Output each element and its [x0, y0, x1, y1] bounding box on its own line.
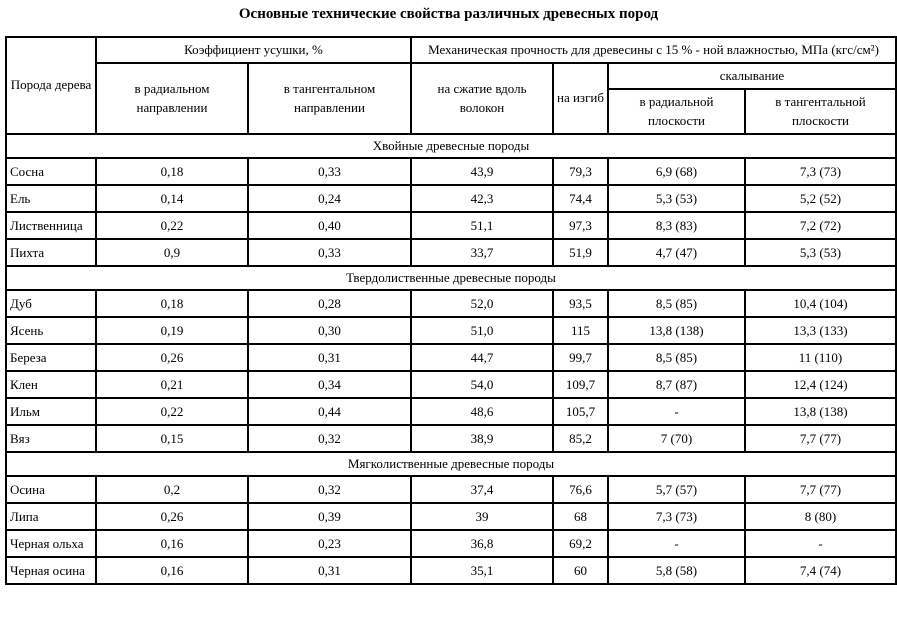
value-cell: 7,7 (77)	[745, 425, 896, 452]
value-cell: 36,8	[411, 530, 553, 557]
value-cell: 0,30	[248, 317, 411, 344]
col-header-radial-direction: в радиальном направлении	[96, 63, 248, 134]
value-cell: 0,23	[248, 530, 411, 557]
header-row-2	[6, 63, 896, 89]
table-row	[6, 158, 896, 185]
value-cell: 0,33	[248, 239, 411, 266]
value-cell: 0,32	[248, 476, 411, 503]
value-cell: 38,9	[411, 425, 553, 452]
value-cell: 0,16	[96, 530, 248, 557]
species-name: Лиственница	[6, 212, 96, 239]
value-cell: 39	[411, 503, 553, 530]
value-cell: 13,8 (138)	[745, 398, 896, 425]
value-cell: 85,2	[553, 425, 608, 452]
table-header	[6, 37, 896, 134]
col-header-tangential-direction: в тангентальном направлении	[248, 63, 411, 134]
species-name: Вяз	[6, 425, 96, 452]
value-cell: 105,7	[553, 398, 608, 425]
value-cell: 7 (70)	[608, 425, 745, 452]
value-cell: 52,0	[411, 290, 553, 317]
species-name: Ясень	[6, 317, 96, 344]
value-cell: 5,8 (58)	[608, 557, 745, 584]
value-cell: 4,7 (47)	[608, 239, 745, 266]
value-cell: 79,3	[553, 158, 608, 185]
table-row	[6, 212, 896, 239]
col-header-radial-plane: в радиальной плоскости	[608, 89, 745, 134]
table-row	[6, 371, 896, 398]
table-row	[6, 476, 896, 503]
value-cell: 11 (110)	[745, 344, 896, 371]
table-row	[6, 239, 896, 266]
species-name: Клен	[6, 371, 96, 398]
value-cell: -	[745, 530, 896, 557]
table-row	[6, 398, 896, 425]
value-cell: 8,3 (83)	[608, 212, 745, 239]
value-cell: 44,7	[411, 344, 553, 371]
col-header-strength-group: Механическая прочность для древесины с 15 % - ной влажностью, МПа (кгс/см²)	[411, 37, 896, 63]
value-cell: 76,6	[553, 476, 608, 503]
value-cell: 0,22	[96, 398, 248, 425]
value-cell: 10,4 (104)	[745, 290, 896, 317]
table-row	[6, 503, 896, 530]
value-cell: 7,3 (73)	[608, 503, 745, 530]
value-cell: 109,7	[553, 371, 608, 398]
value-cell: 0,24	[248, 185, 411, 212]
col-header-shearing-group: скалывание	[608, 63, 896, 89]
value-cell: 12,4 (124)	[745, 371, 896, 398]
table-row	[6, 317, 896, 344]
value-cell: 0,16	[96, 557, 248, 584]
value-cell: 7,7 (77)	[745, 476, 896, 503]
value-cell: 0,34	[248, 371, 411, 398]
species-name: Осина	[6, 476, 96, 503]
value-cell: 8 (80)	[745, 503, 896, 530]
value-cell: -	[608, 530, 745, 557]
value-cell: 35,1	[411, 557, 553, 584]
value-cell: 43,9	[411, 158, 553, 185]
value-cell: 0,22	[96, 212, 248, 239]
value-cell: 51,9	[553, 239, 608, 266]
col-header-compression: на сжатие вдоль волокон	[411, 63, 553, 134]
value-cell: 0,21	[96, 371, 248, 398]
species-name: Липа	[6, 503, 96, 530]
value-cell: 0,15	[96, 425, 248, 452]
section-header-row	[6, 452, 896, 476]
value-cell: 68	[553, 503, 608, 530]
value-cell: 51,1	[411, 212, 553, 239]
value-cell: 51,0	[411, 317, 553, 344]
value-cell: 0,26	[96, 503, 248, 530]
value-cell: 0,26	[96, 344, 248, 371]
species-name: Черная осина	[6, 557, 96, 584]
value-cell: 0,2	[96, 476, 248, 503]
value-cell: 0,32	[248, 425, 411, 452]
species-name: Береза	[6, 344, 96, 371]
value-cell: 0,9	[96, 239, 248, 266]
table-row	[6, 557, 896, 584]
value-cell: 0,18	[96, 158, 248, 185]
table-row	[6, 530, 896, 557]
value-cell: 54,0	[411, 371, 553, 398]
table-row	[6, 344, 896, 371]
species-name: Черная ольха	[6, 530, 96, 557]
table-row	[6, 425, 896, 452]
species-name: Сосна	[6, 158, 96, 185]
value-cell: 5,7 (57)	[608, 476, 745, 503]
value-cell: 0,31	[248, 344, 411, 371]
value-cell: 93,5	[553, 290, 608, 317]
wood-properties-table	[5, 36, 897, 585]
section-header-row	[6, 134, 896, 158]
value-cell: 0,19	[96, 317, 248, 344]
value-cell: 8,7 (87)	[608, 371, 745, 398]
value-cell: 8,5 (85)	[608, 290, 745, 317]
value-cell: 0,40	[248, 212, 411, 239]
col-header-species: Порода дерева	[6, 37, 96, 134]
value-cell: 0,18	[96, 290, 248, 317]
header-row-1	[6, 37, 896, 63]
species-name: Ильм	[6, 398, 96, 425]
value-cell: 7,3 (73)	[745, 158, 896, 185]
table-body	[6, 134, 896, 584]
value-cell: 6,9 (68)	[608, 158, 745, 185]
value-cell: 7,2 (72)	[745, 212, 896, 239]
value-cell: 0,31	[248, 557, 411, 584]
value-cell: 37,4	[411, 476, 553, 503]
value-cell: 13,8 (138)	[608, 317, 745, 344]
value-cell: 33,7	[411, 239, 553, 266]
species-name: Дуб	[6, 290, 96, 317]
section-title: Хвойные древесные породы	[6, 134, 896, 158]
value-cell: 99,7	[553, 344, 608, 371]
value-cell: 8,5 (85)	[608, 344, 745, 371]
value-cell: 0,44	[248, 398, 411, 425]
value-cell: 0,28	[248, 290, 411, 317]
col-header-shrinkage-group: Коэффициент усушки, %	[96, 37, 411, 63]
value-cell: 7,4 (74)	[745, 557, 896, 584]
section-title: Твердолиственные древесные породы	[6, 266, 896, 290]
value-cell: 60	[553, 557, 608, 584]
species-name: Пихта	[6, 239, 96, 266]
value-cell: 0,14	[96, 185, 248, 212]
page-title: Основные технические свойства различных древесных пород	[238, 6, 659, 22]
section-header-row	[6, 266, 896, 290]
value-cell: 74,4	[553, 185, 608, 212]
value-cell: 42,3	[411, 185, 553, 212]
value-cell: 69,2	[553, 530, 608, 557]
value-cell: 13,3 (133)	[745, 317, 896, 344]
col-header-tangential-plane: в тангентальной плоскости	[745, 89, 896, 134]
value-cell: 0,39	[248, 503, 411, 530]
species-name: Ель	[6, 185, 96, 212]
value-cell: 97,3	[553, 212, 608, 239]
table-row	[6, 185, 896, 212]
value-cell: 48,6	[411, 398, 553, 425]
value-cell: -	[608, 398, 745, 425]
table-row	[6, 290, 896, 317]
value-cell: 5,3 (53)	[745, 239, 896, 266]
value-cell: 5,3 (53)	[608, 185, 745, 212]
value-cell: 115	[553, 317, 608, 344]
value-cell: 0,33	[248, 158, 411, 185]
section-title: Мягколиственные древесные породы	[6, 452, 896, 476]
col-header-bending: на изгиб	[553, 63, 608, 134]
value-cell: 5,2 (52)	[745, 185, 896, 212]
